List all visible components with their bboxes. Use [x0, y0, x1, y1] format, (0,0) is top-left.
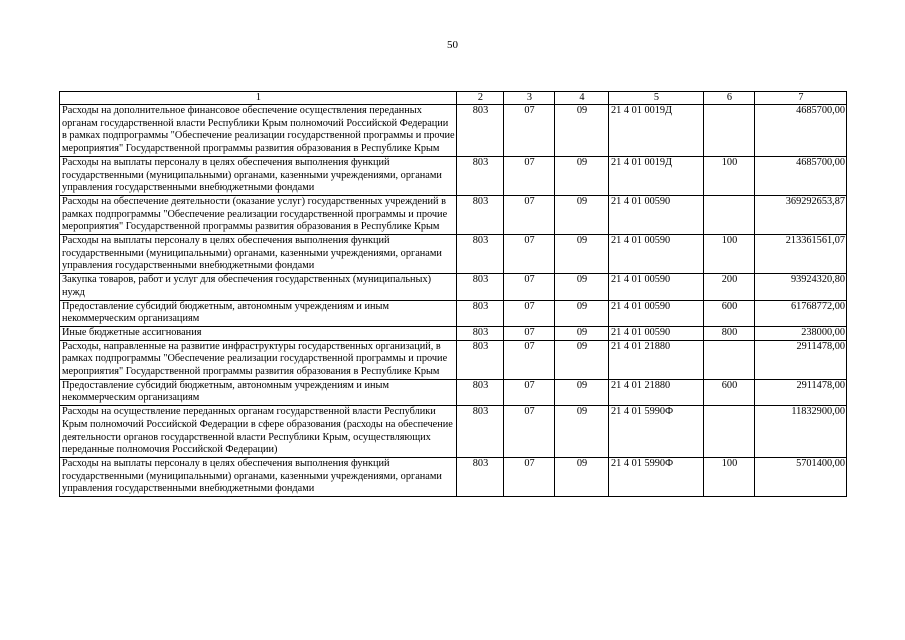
cell-ministry-code: 803 [457, 156, 504, 195]
cell-expense-type: 200 [704, 274, 755, 300]
cell-expense-name: Расходы на обеспечение деятельности (оказание услуг) государственных учреждений в рамках подпрограммы "Обеспечение реализации государственной программы и прочие мероприятия" Государственной программы развития образования в Республике Крым [60, 195, 457, 234]
cell-section-code: 07 [504, 340, 555, 379]
cell-expense-type: 600 [704, 300, 755, 326]
cell-expense-name: Расходы на выплаты персоналу в целях обеспечения выполнения функций государственными (муниципальными) органами, казенными учреждениями, органами управления государственными внебюджетными фондами [60, 457, 457, 496]
column-header-section: 3 [504, 92, 555, 105]
column-header-amount: 7 [755, 92, 847, 105]
cell-ministry-code: 803 [457, 457, 504, 496]
cell-target-article: 21 4 01 00590 [609, 195, 704, 234]
cell-target-article: 21 4 01 0019Д [609, 156, 704, 195]
table-row [60, 105, 847, 157]
cell-expense-name: Закупка товаров, работ и услуг для обеспечения государственных (муниципальных) нужд [60, 274, 457, 300]
cell-section-code: 07 [504, 406, 555, 458]
budget-table [59, 91, 847, 497]
cell-ministry-code: 803 [457, 379, 504, 405]
cell-subsection-code: 09 [555, 379, 609, 405]
cell-ministry-code: 803 [457, 105, 504, 157]
cell-section-code: 07 [504, 300, 555, 326]
cell-amount: 93924320,80 [755, 274, 847, 300]
column-header-subsection: 4 [555, 92, 609, 105]
cell-ministry-code: 803 [457, 340, 504, 379]
cell-expense-name: Расходы, направленные на развитие инфраструктуры государственных организаций, в рамках подпрограммы "Обеспечение реализации государственной программы и прочие мероприятия" Государственной программы развития образования в Республике Крым [60, 340, 457, 379]
table-body [60, 105, 847, 497]
cell-subsection-code: 09 [555, 340, 609, 379]
table-row [60, 326, 847, 340]
column-header-ministry: 2 [457, 92, 504, 105]
cell-target-article: 21 4 01 00590 [609, 274, 704, 300]
table-row [60, 235, 847, 274]
cell-ministry-code: 803 [457, 195, 504, 234]
cell-expense-type: 100 [704, 235, 755, 274]
cell-amount: 2911478,00 [755, 379, 847, 405]
table-row [60, 300, 847, 326]
cell-expense-name: Расходы на осуществление переданных органам государственной власти Республики Крым полномочий Российской Федерации в сфере образования (расходы на обеспечение деятельности органов государственной власти Республики Крым, осуществляющих переданные полномочия Российской Федерации) [60, 406, 457, 458]
cell-amount: 5701400,00 [755, 457, 847, 496]
cell-expense-type [704, 195, 755, 234]
table-row [60, 156, 847, 195]
cell-amount: 11832900,00 [755, 406, 847, 458]
table-row [60, 379, 847, 405]
cell-ministry-code: 803 [457, 406, 504, 458]
table-row [60, 406, 847, 458]
table-row [60, 340, 847, 379]
cell-section-code: 07 [504, 326, 555, 340]
cell-subsection-code: 09 [555, 105, 609, 157]
cell-ministry-code: 803 [457, 300, 504, 326]
cell-expense-name: Расходы на выплаты персоналу в целях обеспечения выполнения функций государственными (муниципальными) органами, казенными учреждениями, органами управления государственными внебюджетными фондами [60, 235, 457, 274]
cell-target-article: 21 4 01 00590 [609, 300, 704, 326]
cell-amount: 2911478,00 [755, 340, 847, 379]
cell-ministry-code: 803 [457, 326, 504, 340]
cell-expense-type [704, 105, 755, 157]
cell-expense-type [704, 406, 755, 458]
table-row [60, 274, 847, 300]
cell-section-code: 07 [504, 379, 555, 405]
cell-target-article: 21 4 01 5990Ф [609, 457, 704, 496]
cell-target-article: 21 4 01 21880 [609, 379, 704, 405]
table-row [60, 457, 847, 496]
cell-expense-type: 800 [704, 326, 755, 340]
cell-amount: 369292653,87 [755, 195, 847, 234]
cell-expense-type: 100 [704, 457, 755, 496]
cell-subsection-code: 09 [555, 235, 609, 274]
cell-target-article: 21 4 01 0019Д [609, 105, 704, 157]
cell-expense-type [704, 340, 755, 379]
cell-subsection-code: 09 [555, 156, 609, 195]
cell-amount: 4685700,00 [755, 156, 847, 195]
column-header-target-article: 5 [609, 92, 704, 105]
cell-expense-name: Предоставление субсидий бюджетным, автономным учреждениям и иным некоммерческим организациям [60, 379, 457, 405]
table-row [60, 195, 847, 234]
cell-section-code: 07 [504, 105, 555, 157]
cell-section-code: 07 [504, 457, 555, 496]
cell-expense-name: Предоставление субсидий бюджетным, автономным учреждениям и иным некоммерческим организациям [60, 300, 457, 326]
cell-amount: 238000,00 [755, 326, 847, 340]
cell-expense-type: 100 [704, 156, 755, 195]
cell-expense-name: Расходы на выплаты персоналу в целях обеспечения выполнения функций государственными (муниципальными) органами, казенными учреждениями, органами управления государственными внебюджетными фондами [60, 156, 457, 195]
cell-expense-type: 600 [704, 379, 755, 405]
cell-expense-name: Иные бюджетные ассигнования [60, 326, 457, 340]
cell-amount: 61768772,00 [755, 300, 847, 326]
cell-ministry-code: 803 [457, 235, 504, 274]
cell-section-code: 07 [504, 274, 555, 300]
cell-section-code: 07 [504, 156, 555, 195]
column-header-expense-type: 6 [704, 92, 755, 105]
cell-subsection-code: 09 [555, 274, 609, 300]
cell-amount: 4685700,00 [755, 105, 847, 157]
cell-target-article: 21 4 01 21880 [609, 340, 704, 379]
column-header-name: 1 [60, 92, 457, 105]
page-number: 50 [447, 39, 458, 51]
cell-target-article: 21 4 01 00590 [609, 326, 704, 340]
cell-subsection-code: 09 [555, 326, 609, 340]
cell-expense-name: Расходы на дополнительное финансовое обеспечение осуществления переданных органам государственной власти Республики Крым полномочий Российской Федерации в рамках подпрограммы "Обеспечение реализации государственной программы и прочие мероприятия" Государственной программы развития образования в Республике Крым [60, 105, 457, 157]
cell-subsection-code: 09 [555, 195, 609, 234]
cell-section-code: 07 [504, 235, 555, 274]
cell-section-code: 07 [504, 195, 555, 234]
cell-target-article: 21 4 01 5990Ф [609, 406, 704, 458]
cell-amount: 213361561,07 [755, 235, 847, 274]
cell-target-article: 21 4 01 00590 [609, 235, 704, 274]
cell-ministry-code: 803 [457, 274, 504, 300]
cell-subsection-code: 09 [555, 406, 609, 458]
cell-subsection-code: 09 [555, 300, 609, 326]
header-row [60, 92, 847, 105]
cell-subsection-code: 09 [555, 457, 609, 496]
